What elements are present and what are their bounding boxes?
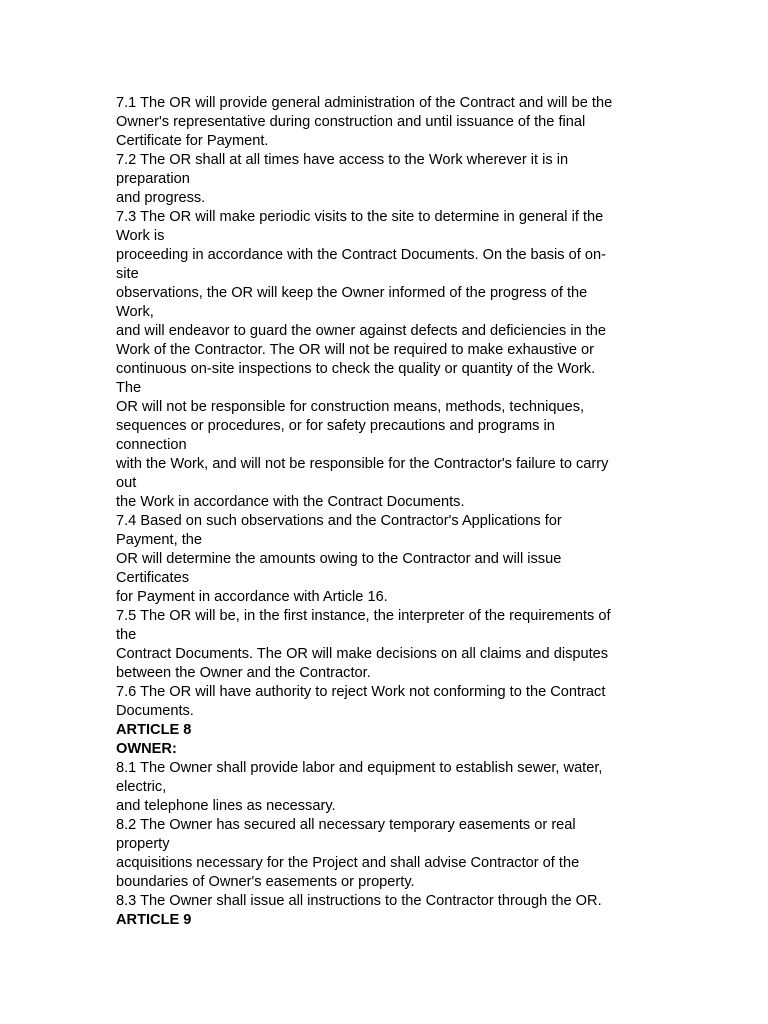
text-line: and progress. <box>116 190 206 206</box>
text-line: property <box>116 836 170 852</box>
text-line: Work is <box>116 228 165 244</box>
text-line: acquisitions necessary for the Project and shall advise Contractor of the <box>116 855 580 871</box>
text-line: out <box>116 475 137 491</box>
text-line: 7.6 The OR will have authority to reject Work not conforming to the Contract <box>116 684 606 700</box>
text-line: 8.1 The Owner shall provide labor and equipment to establish sewer, water, <box>116 760 603 776</box>
text-line: Certificates <box>116 570 189 586</box>
text-line: between the Owner and the Contractor. <box>116 665 371 681</box>
text-line: and telephone lines as necessary. <box>116 798 336 814</box>
section-heading-line: ARTICLE 8 <box>116 722 192 738</box>
text-line: electric, <box>116 779 167 795</box>
text-line: OR will determine the amounts owing to the Contractor and will issue <box>116 551 562 567</box>
text-line: Contract Documents. The OR will make decisions on all claims and disputes <box>116 646 609 662</box>
text-line: 8.3 The Owner shall issue all instructions to the Contractor through the OR. <box>116 893 602 909</box>
text-line: Documents. <box>116 703 194 719</box>
text-line: observations, the OR will keep the Owner informed of the progress of the <box>116 285 588 301</box>
document-body <box>116 94 656 930</box>
text-line: proceeding in accordance with the Contract Documents. On the basis of on- <box>116 247 606 263</box>
text-line: the <box>116 627 137 643</box>
text-line: 7.1 The OR will provide general administration of the Contract and will be the <box>116 95 613 111</box>
section-heading-line: ARTICLE 9 <box>116 912 192 928</box>
text-line: Work of the Contractor. The OR will not be required to make exhaustive or <box>116 342 595 358</box>
text-line: 7.5 The OR will be, in the first instance, the interpreter of the requirements of <box>116 608 611 624</box>
text-line: preparation <box>116 171 190 187</box>
text-line: Payment, the <box>116 532 202 548</box>
text-line: The <box>116 380 142 396</box>
text-line: with the Work, and will not be responsible for the Contractor's failure to carry <box>116 456 609 472</box>
text-line: 7.2 The OR shall at all times have access to the Work wherever it is in <box>116 152 569 168</box>
text-line: Work, <box>116 304 154 320</box>
section-heading-line: OWNER: <box>116 741 177 757</box>
text-line: for Payment in accordance with Article 16. <box>116 589 388 605</box>
text-line: 7.3 The OR will make periodic visits to the site to determine in general if the <box>116 209 604 225</box>
text-line: Certificate for Payment. <box>116 133 269 149</box>
text-line: and will endeavor to guard the owner against defects and deficiencies in the <box>116 323 607 339</box>
text-line: 7.4 Based on such observations and the Contractor's Applications for <box>116 513 562 529</box>
text-line: connection <box>116 437 187 453</box>
text-line: Owner's representative during construction and until issuance of the final <box>116 114 586 130</box>
text-line: OR will not be responsible for construction means, methods, techniques, <box>116 399 585 415</box>
text-line: sequences or procedures, or for safety precautions and programs in <box>116 418 555 434</box>
text-line: continuous on-site inspections to check the quality or quantity of the Work. <box>116 361 596 377</box>
text-line: the Work in accordance with the Contract Documents. <box>116 494 465 510</box>
text-line: 8.2 The Owner has secured all necessary temporary easements or real <box>116 817 576 833</box>
text-line: boundaries of Owner's easements or property. <box>116 874 415 890</box>
text-line: site <box>116 266 139 282</box>
